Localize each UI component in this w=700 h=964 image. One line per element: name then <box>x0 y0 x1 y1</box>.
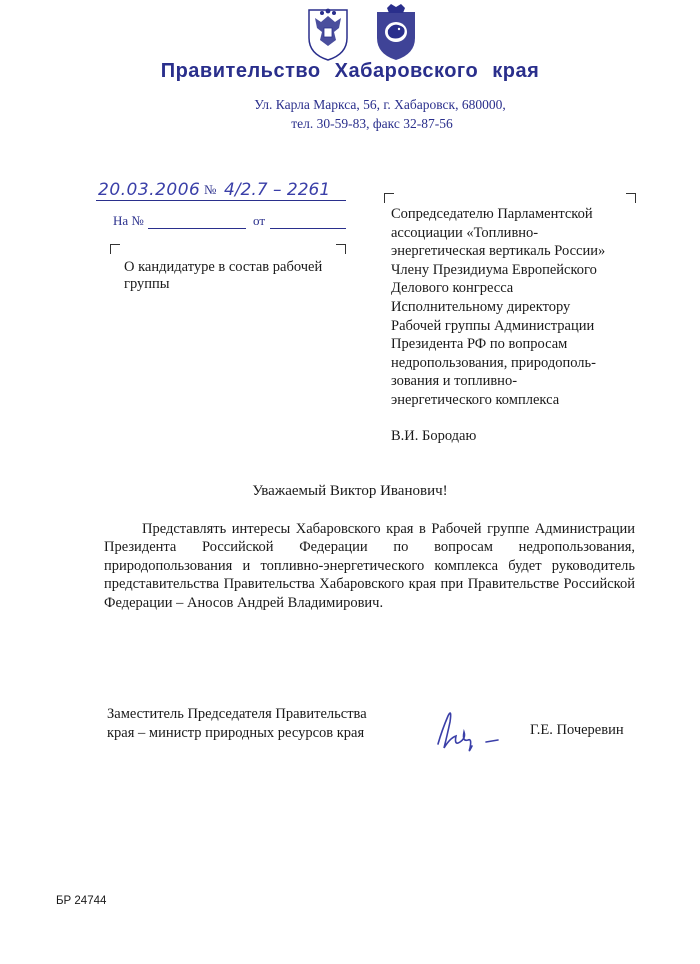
greeting: Уважаемый Виктор Иванович! <box>252 483 448 499</box>
letter-subject: О кандидатуре в состав рабочей группы <box>124 259 323 292</box>
signatory-title-line: края – министр природных ресурсов края <box>107 724 365 741</box>
khabarovsk-krai-coat-of-arms-icon <box>373 4 419 62</box>
addressee-line: Сопредседателю Парламентской <box>391 206 593 222</box>
letter-body: Представлять интересы Хабаровского края в Рабочей группе Администрации Президента Российской Федерации по вопросам недропользования, природопользования и топливно-энергетического комплекса будет руководитель представительства Правительства Хабаровского края при Правительстве Российской Федерации – Аносов Андрей Владимирович. <box>104 521 635 611</box>
outgoing-date: 20.03.2006 <box>98 180 201 200</box>
document-code: БР 24744 <box>56 895 107 907</box>
phone-fax-line: тел. 30-59-83, факс 32-87-56 <box>291 116 453 131</box>
addressee-line: Президента РФ по вопросам <box>391 336 568 353</box>
government-title: Правительство Хабаровского края <box>160 60 540 82</box>
addressee-line: Рабочей группы Администрации <box>391 317 595 334</box>
addressee-line: ассоциации «Топливно- <box>391 224 539 241</box>
reply-from-label: от <box>253 213 266 228</box>
reply-number-line <box>148 228 246 229</box>
addressee-line: недропользования, природополь- <box>391 354 596 371</box>
russian-coat-of-arms-icon <box>305 4 351 62</box>
subject-corner-left <box>110 244 120 254</box>
signatory-name: Г.Е. Почеревин <box>530 722 624 738</box>
addressee-line: энергетическая вертикаль России» <box>391 243 606 260</box>
addressee-line: зования и топливно- <box>391 373 518 390</box>
outgoing-number: 4/2.7 – 2261 <box>224 180 331 200</box>
addressee-line: Делового конгресса <box>391 280 514 297</box>
reply-date-line <box>270 228 346 229</box>
addressee-line: энергетического комплекса <box>391 391 560 408</box>
address-line: Ул. Карла Маркса, 56, г. Хабаровск, 680000, <box>254 97 506 112</box>
reply-number-label: На № <box>113 213 144 228</box>
signatory-title-line: Заместитель Председателя Правительства <box>107 706 367 722</box>
signatory-title <box>107 705 407 742</box>
addressee-corner-right <box>626 193 636 203</box>
addressee-corner-left <box>384 193 394 203</box>
date-underline <box>96 200 346 201</box>
addressee-line: Исполнительному директору <box>391 298 571 315</box>
addressee-name: В.И. Бородаю <box>391 428 477 444</box>
addressee-line: Члену Президиума Европейского <box>391 261 597 278</box>
handwritten-signature <box>432 702 512 756</box>
addressee-block <box>391 205 636 410</box>
number-label: № <box>204 182 217 197</box>
subject-corner-right <box>336 244 346 254</box>
